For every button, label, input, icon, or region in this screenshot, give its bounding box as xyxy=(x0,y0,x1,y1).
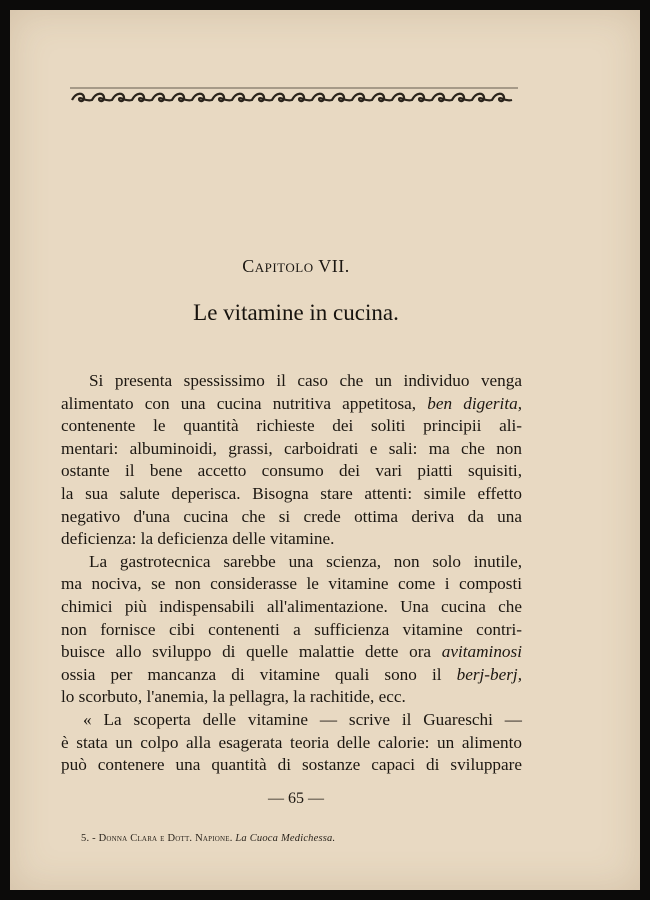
text-line: deficienza: la deficienza delle vitamine. xyxy=(61,529,335,549)
decorative-wave-border xyxy=(70,86,518,108)
text-line: chimici più indispensabili all'alimentazione. Una cucina che xyxy=(61,596,522,616)
text-line: buisce allo sviluppo di quelle malattie dette ora avitaminosi xyxy=(61,642,522,662)
italic-phrase: avitaminosi xyxy=(441,642,522,662)
text-line: non fornisce cibi contenenti a sufficienza vitamine contri- xyxy=(61,619,522,639)
chapter-numeral: VII. xyxy=(318,256,350,276)
book-page xyxy=(10,10,640,890)
signature-authors: Donna Clara e Dott. Napione. xyxy=(98,833,233,844)
body-text xyxy=(61,370,522,777)
text-line: ostante il bene accetto consumo dei vari piatti squisiti, xyxy=(61,461,522,481)
text-line: La gastrotecnica sarebbe una scienza, non solo inutile, xyxy=(89,551,522,571)
text-line: alimentato con una cucina nutritiva appetitosa, ben digerita, xyxy=(61,393,522,413)
page-number: — 65 — xyxy=(268,790,324,807)
chapter-heading xyxy=(10,256,582,277)
text-line: può contenere una quantità di sostanze capaci di sviluppare xyxy=(61,755,522,775)
text-line: Si presenta spessissimo il caso che un individuo venga xyxy=(89,371,522,390)
printer-signature xyxy=(81,833,335,844)
text-line: contenente le quantità richieste dei soliti principii ali- xyxy=(61,416,522,436)
text-line: negativo d'una cucina che si crede ottima deriva da una xyxy=(61,506,522,526)
chapter-title: Le vitamine in cucina. xyxy=(193,300,399,325)
signature-book-title: La Cuoca Medichessa. xyxy=(235,833,336,844)
text-line: la sua salute deperisca. Bisogna stare attenti: simile effetto xyxy=(61,483,522,503)
text-line: è stata un colpo alla esagerata teoria delle calorie: un alimento xyxy=(61,732,522,752)
text-line: ossia per mancanza di vitamine quali sono il berj-berj, xyxy=(61,664,523,684)
italic-phrase: berj-berj, xyxy=(456,664,523,684)
text-line: ma nociva, se non considerasse le vitamine come i composti xyxy=(61,574,522,594)
signature-number: 5. - xyxy=(81,833,96,844)
chapter-label: Capitolo xyxy=(242,256,314,276)
text-line: mentari: albuminoidi, grassi, carboidrati e sali: ma che non xyxy=(61,438,522,458)
text-line: « La scoperta delle vitamine — scrive il Guareschi — xyxy=(83,709,522,729)
text-line: lo scorbuto, l'anemia, la pellagra, la rachitide, ecc. xyxy=(61,687,406,707)
italic-phrase: ben digerita, xyxy=(427,393,522,413)
